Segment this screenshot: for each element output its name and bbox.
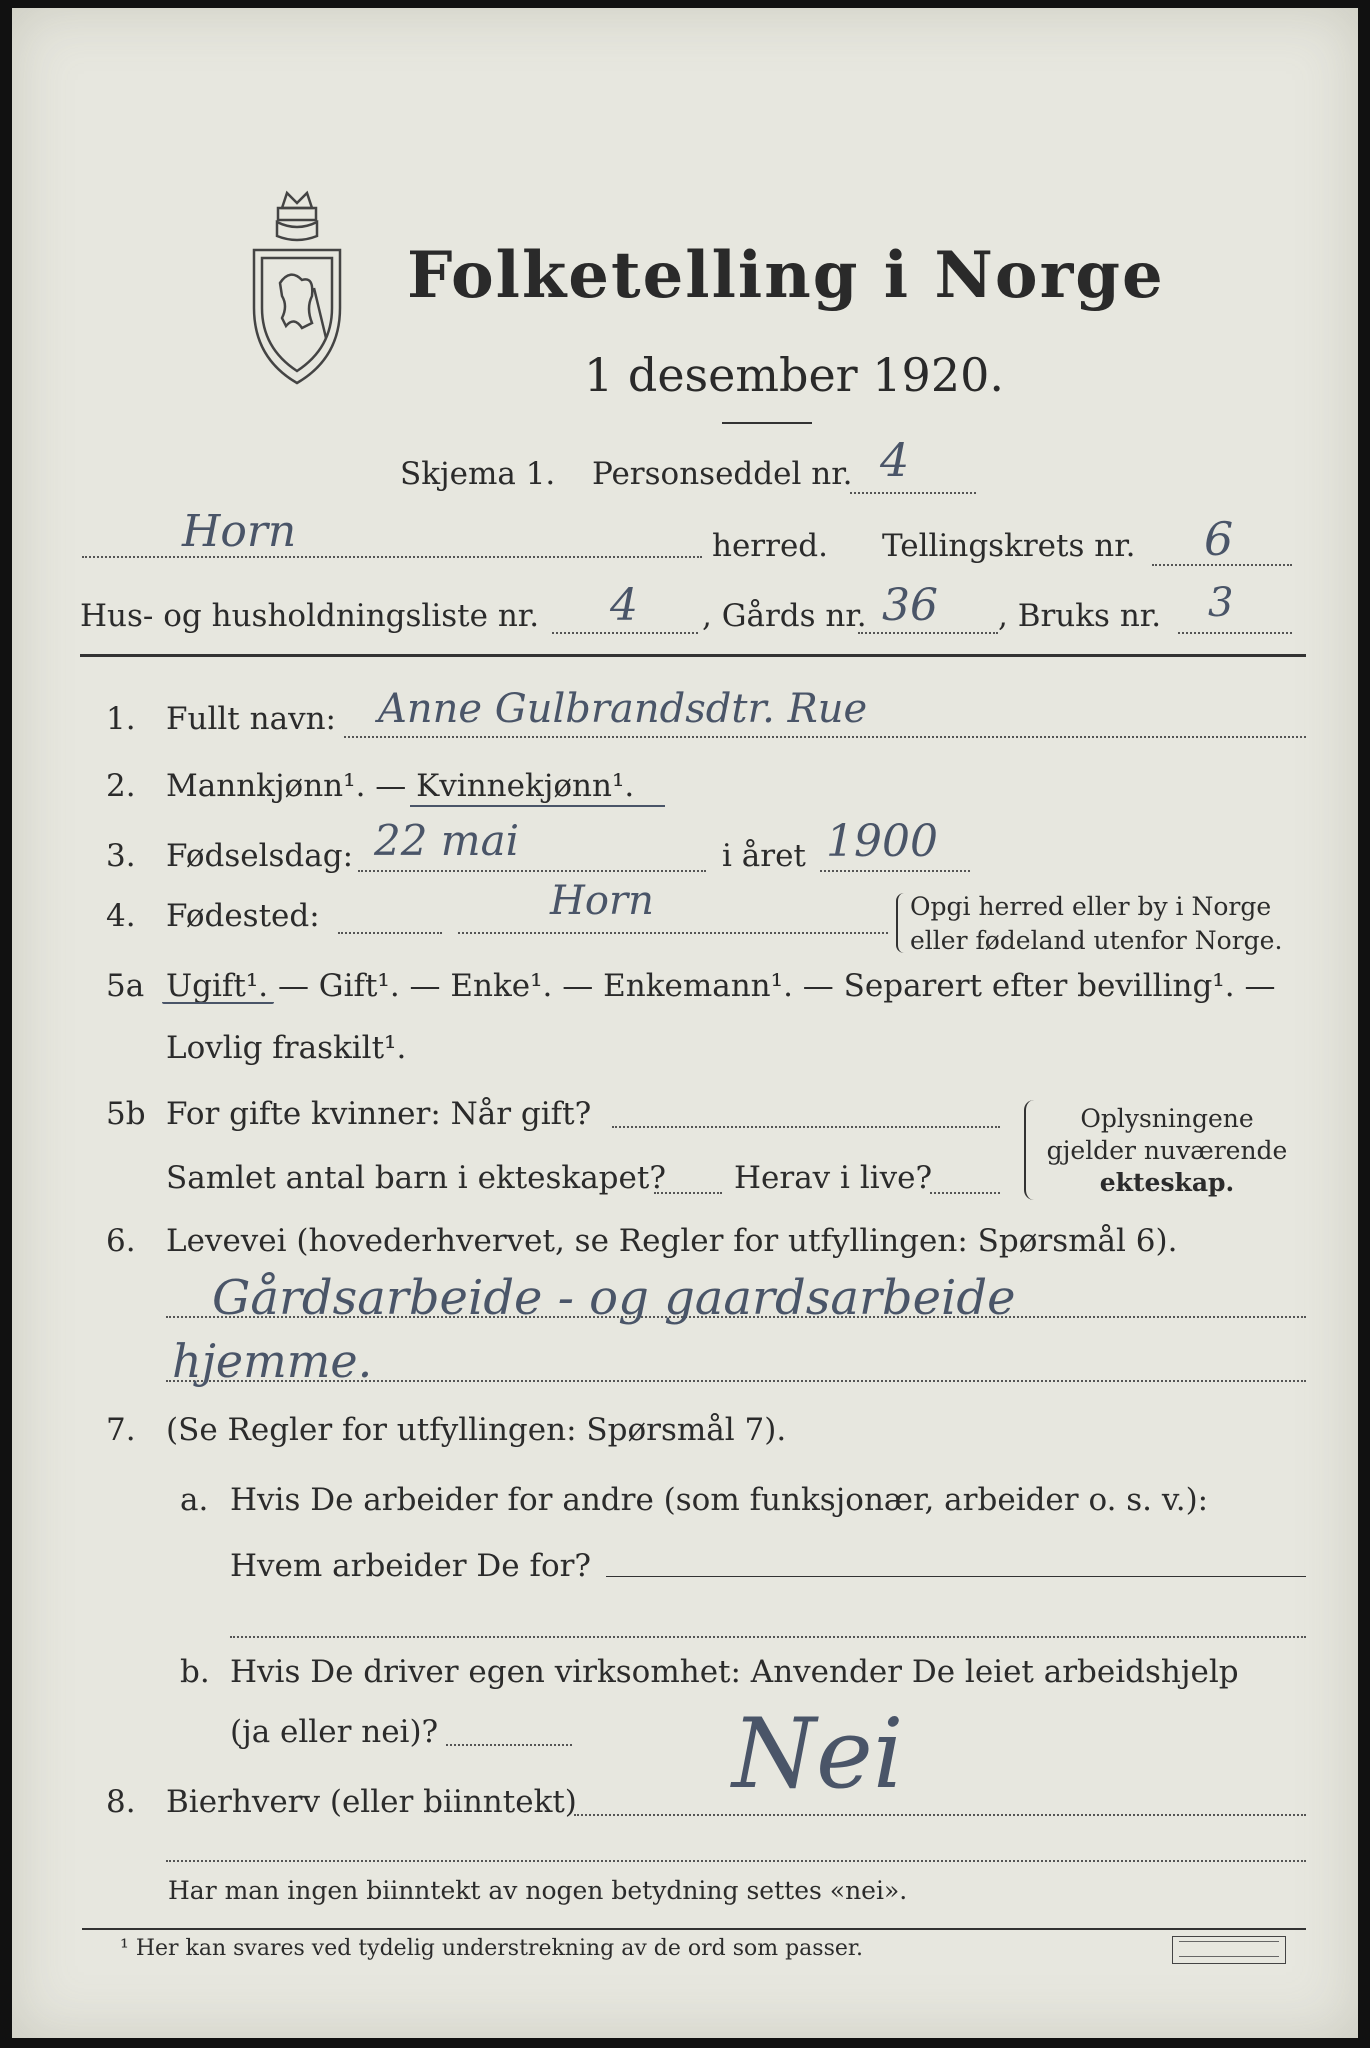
bruks-value: 3 [1208, 580, 1234, 626]
q4-note-brace [896, 893, 908, 953]
q7a-line-1 [606, 1576, 1306, 1577]
personseddel-value: 4 [880, 433, 910, 487]
census-form-page [12, 8, 1358, 2038]
q5b-note-line3: ekteskap. [1099, 1168, 1235, 1197]
form-date: 1 desember 1920. [584, 348, 1004, 402]
q5b-label: For gifte kvinner: Når gift? [166, 1096, 592, 1132]
q5a-label: Ugift¹. — Gift¹. — Enke¹. — Enkemann¹. — Separert efter bevilling¹. — [166, 968, 1276, 1004]
q5b-line-3 [930, 1192, 1000, 1194]
q8-label: Bierhverv (eller biinntekt) [166, 1784, 577, 1820]
q5b-note-line2: gjelder nuværende [1046, 1136, 1288, 1165]
personseddel-line [850, 492, 976, 494]
bruks-line [1178, 632, 1292, 634]
q8-number: 8. [106, 1784, 136, 1820]
q4-line-1 [338, 932, 442, 934]
q5b-note-brace [1024, 1100, 1038, 1200]
q5b-note-line1: Oplysningene [1080, 1104, 1254, 1133]
q5b-line-1 [612, 1126, 1000, 1128]
q4-note-line2: eller fødeland utenfor Norge. [910, 926, 1283, 955]
husliste-value: 4 [610, 580, 638, 631]
norwegian-coat-of-arms-icon [242, 188, 352, 393]
q4-number: 4. [106, 898, 136, 934]
q1-line [344, 736, 1306, 738]
q5a-underline-ugift [162, 1002, 274, 1004]
q8-value: Nei [732, 1698, 904, 1810]
footnote: ¹ Her kan svares ved tydelig understrekning av de ord som passer. [120, 1936, 863, 1961]
gards-label: , Gårds nr. [702, 598, 867, 634]
q3-year-line [820, 870, 970, 872]
q5b-label-line2: Samlet antal barn i ekteskapet? [166, 1160, 666, 1196]
q6-number: 6. [106, 1223, 136, 1259]
q8-line-1 [574, 1814, 1306, 1816]
q8-note: Har man ingen biinntekt av nogen betydning settes «nei». [168, 1876, 908, 1905]
q2-number: 2. [106, 768, 136, 804]
header-rule [80, 654, 1306, 657]
q1-number: 1. [106, 701, 136, 737]
q3-year-label: i året [722, 838, 806, 874]
bruks-label: , Bruks nr. [998, 598, 1162, 634]
herred-value: Horn [182, 506, 297, 557]
skjema-label: Skjema 1. [400, 456, 556, 492]
form-title: Folketelling i Norge [407, 238, 1165, 313]
title-divider [722, 422, 812, 424]
q2-label: Mannkjønn¹. — Kvinnekjønn¹. [166, 768, 635, 804]
q6-label: Levevei (hovederhvervet, se Regler for utfyllingen: Spørsmål 6). [166, 1223, 1178, 1259]
q3-line [358, 870, 706, 872]
q2-underline-kvinnekjonn [410, 805, 665, 807]
q7a-label-line2: Hvem arbeider De for? [230, 1548, 592, 1584]
q5a-label-line2: Lovlig fraskilt¹. [166, 1030, 407, 1066]
herred-label: herred. [712, 528, 828, 564]
tellingskrets-value: 6 [1204, 512, 1234, 566]
q8-line-2 [166, 1860, 1306, 1862]
q7b-label-line2: (ja eller nei)? [230, 1714, 439, 1750]
q5a-number: 5a [106, 968, 145, 1004]
q3-number: 3. [106, 838, 136, 874]
q5b-label-line3: Herav i live? [734, 1160, 933, 1196]
gards-value: 36 [882, 580, 938, 631]
q7b-label: Hvis De driver egen virksomhet: Anvender De leiet arbeidshjelp [230, 1654, 1239, 1690]
q7-number: 7. [106, 1412, 136, 1448]
q7a-letter: a. [180, 1482, 209, 1518]
q5b-line-2 [654, 1192, 722, 1194]
husliste-line [552, 632, 698, 634]
q7b-line [446, 1744, 572, 1746]
footer-rule [82, 1928, 1306, 1930]
q1-value: Anne Gulbrandsdtr. Rue [378, 686, 868, 732]
printer-stamp-icon [1172, 1936, 1286, 1964]
q7b-letter: b. [180, 1654, 210, 1690]
q3-label: Fødselsdag: [166, 838, 354, 874]
q1-label: Fullt navn: [166, 701, 336, 737]
q6-value-line2: hjemme. [172, 1334, 373, 1388]
q4-line-2 [458, 932, 888, 934]
q4-value: Horn [550, 878, 654, 924]
personseddel-label: Personseddel nr. [592, 456, 853, 492]
q4-note-line1: Opgi herred eller by i Norge [910, 892, 1272, 921]
husliste-label: Hus- og husholdningsliste nr. [80, 598, 540, 634]
q3-value: 22 mai [374, 816, 520, 865]
q6-value-line1: Gårdsarbeide - og gaardsarbeide [212, 1270, 1016, 1326]
q7-label: (Se Regler for utfyllingen: Spørsmål 7). [166, 1412, 787, 1448]
tellingskrets-label: Tellingskrets nr. [882, 528, 1136, 564]
herred-line [82, 556, 702, 558]
gards-line [858, 632, 998, 634]
q7a-line-2 [230, 1636, 1306, 1638]
q5b-number: 5b [106, 1096, 146, 1132]
q7a-label: Hvis De arbeider for andre (som funksjonær, arbeider o. s. v.): [230, 1482, 1209, 1518]
q4-label: Fødested: [166, 898, 320, 934]
q3-year-value: 1900 [826, 816, 938, 867]
